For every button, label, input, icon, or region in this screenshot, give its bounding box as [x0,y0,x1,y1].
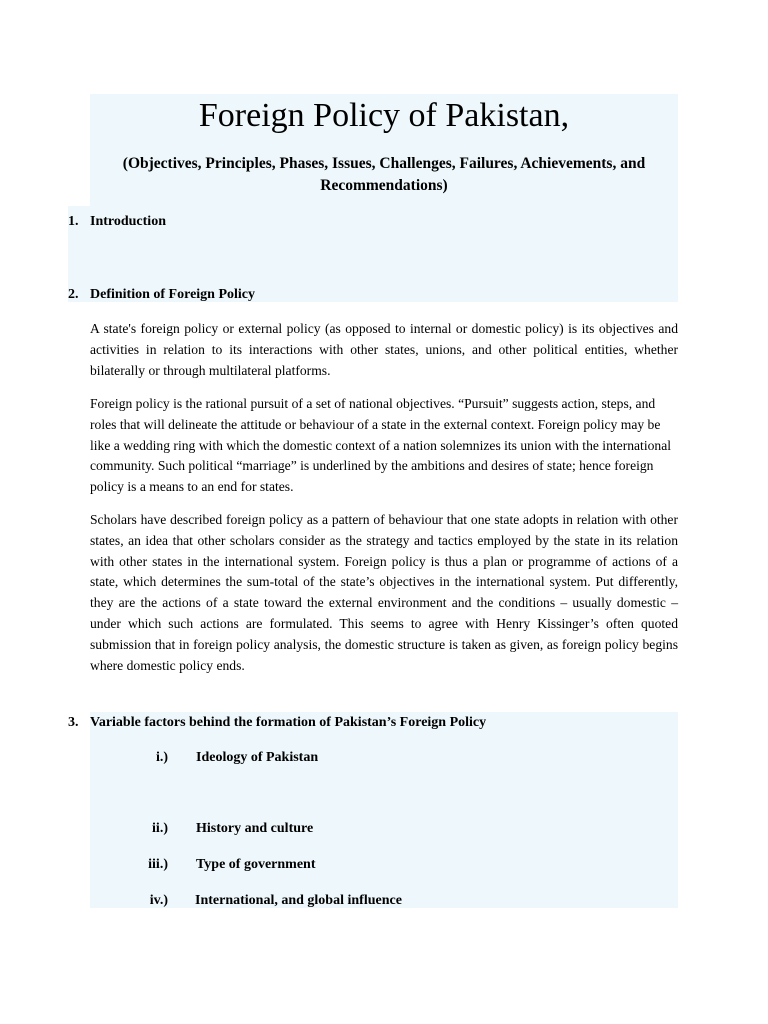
factor-numeral: i.) [155,750,168,765]
section-title: Introduction [90,214,166,229]
factor-numeral: iii.) [148,857,168,872]
factor-numeral: iv.) [149,893,168,908]
factor-item [120,820,313,838]
definition-paragraph-3: Scholars have described foreign policy as a pattern of behaviour that one state adopts in relation with other states, an idea that other scholars consider as the strategy and tactics employed by the state in its relation with other states in the international system. Foreign policy is thus a plan or programme of actions of a state, which determines the sum-total of the state’s objectives in the international system. Put differently, they are the actions of a state toward the external environment and the conditions – usually domestic – under which such actions are formulated. This seems to agree with Henry Kissinger’s often quoted submission that in foreign policy analysis, the domestic structure is taken as given, as foreign policy begins where domestic policy ends. [90,512,678,673]
factors-block-background [90,712,678,908]
section-heading-definition [68,286,688,304]
factor-label: Ideology of Pakistan [196,750,319,765]
definition-paragraph-1: A state's foreign policy or external policy (as opposed to internal or domestic policy) is its objectives and activities in relation to its interactions with other states, unions, and other political entities, whether bilaterally or through multilateral platforms. [90,321,678,378]
definition-paragraph-2: Foreign policy is the rational pursuit of a set of national objectives. “Pursuit” suggests action, steps, and roles that will delineate the attitude or behaviour of a state in the external context. Foreign policy may be like a wedding ring with which the domestic context of a nation solemnizes its union with the international community. Such political “marriage” is underlined by the ambitions and desires of state; hence foreign policy is a means to an end for states. [90,396,672,495]
factor-item [120,749,318,767]
section-title: Definition of Foreign Policy [90,287,255,302]
section-number: 1. [68,214,79,229]
factor-numeral: ii.) [152,821,168,836]
section-number: 2. [68,287,79,302]
factor-label: Type of government [196,857,316,872]
factor-item [120,892,402,910]
document-subtitle: (Objectives, Principles, Phases, Issues, Challenges, Failures, Achievements, and Recommendations) [122,155,646,194]
section-title: Variable factors behind the formation of Pakistan’s Foreign Policy [90,715,487,730]
factor-label: History and culture [196,821,314,836]
factor-label: International, and global influence [195,893,402,908]
section-heading-introduction [68,213,688,231]
section-heading-variable-factors [68,714,688,732]
factor-item [120,856,316,874]
document-title: Foreign Policy of Pakistan, [198,97,570,134]
section-number: 3. [68,715,79,730]
